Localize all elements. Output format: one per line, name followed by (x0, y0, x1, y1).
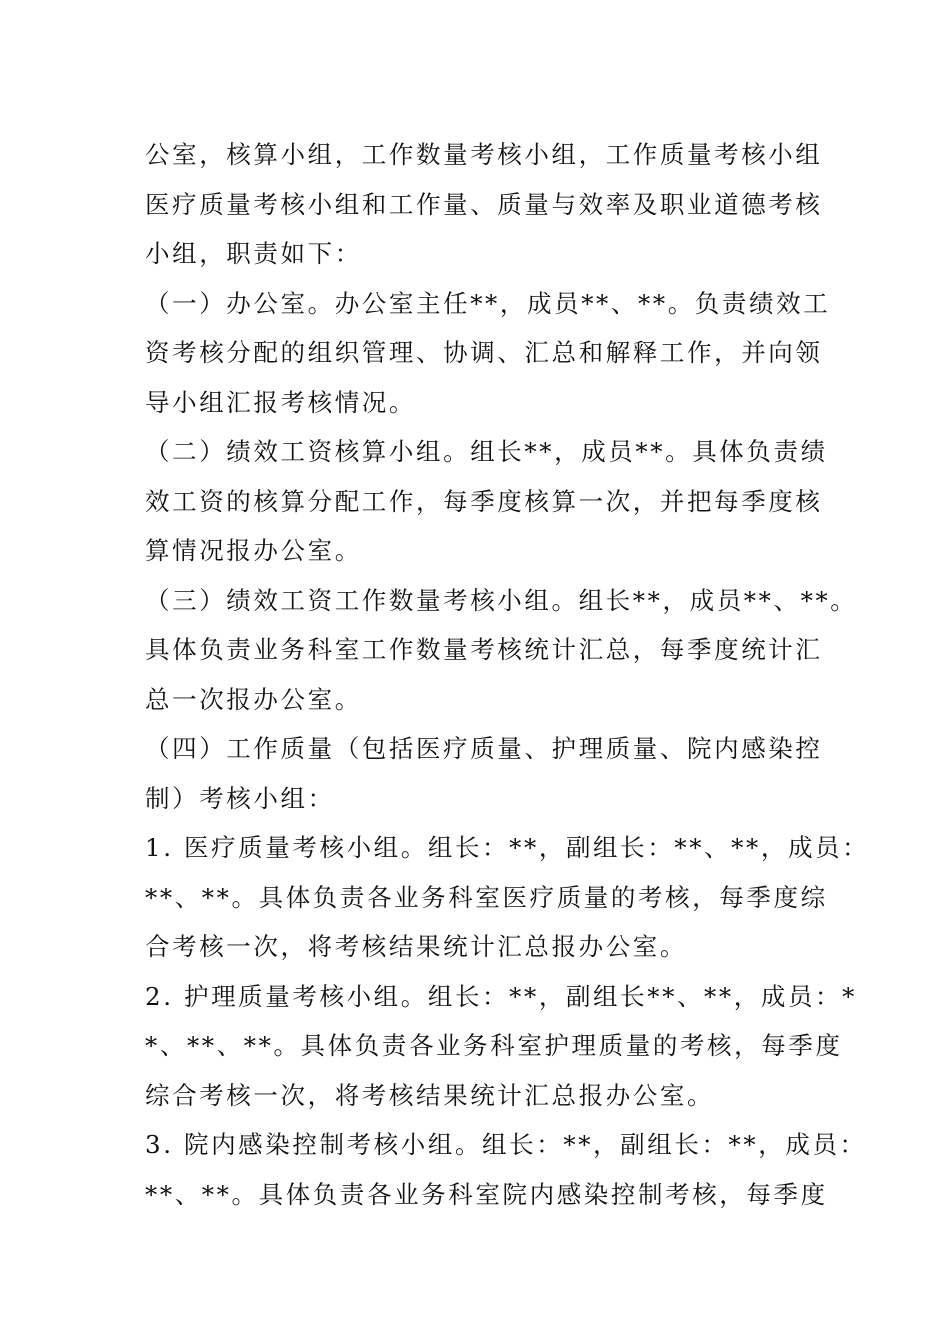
text-line: 总一次报办公室。 (145, 684, 362, 714)
text-line: 2. 护理质量考核小组。组长：**，副组长**、**，成员：* (145, 981, 858, 1011)
document-body (145, 130, 870, 1219)
text-line: 医疗质量考核小组和工作量、质量与效率及职业道德考核 (145, 189, 823, 219)
text-line: 公室，核算小组，工作数量考核小组，工作质量考核小组 (145, 140, 823, 169)
text-line: 3. 院内感染控制考核小组。组长：**，副组长：**，成员： (145, 1130, 867, 1159)
text-line: 合考核一次，将考核结果统计汇总报办公室。 (145, 932, 687, 961)
text-line: （一）办公室。办公室主任**，成员**、**。负责绩效工 (145, 288, 831, 318)
text-line: （二）绩效工资核算小组。组长**，成员**。具体负责绩 (145, 437, 828, 466)
text-line: （四）工作质量（包括医疗质量、护理质量、院内感染控 (145, 734, 823, 763)
text-line: 资考核分配的组织管理、协调、汇总和解释工作，并向领 (145, 338, 823, 367)
text-line: 综合考核一次，将考核结果统计汇总报办公室。 (145, 1080, 715, 1110)
text-line: 小组，职责如下： (145, 239, 362, 268)
text-line: **、**。具体负责各业务科室院内感染控制考核，每季度 (145, 1179, 828, 1209)
text-line: **、**。具体负责各业务科室医疗质量的考核，每季度综 (145, 882, 828, 912)
text-line: 导小组汇报考核情况。 (145, 387, 416, 417)
text-line: 制）考核小组： (145, 783, 335, 813)
text-line: （三）绩效工资工作数量考核小组。组长**，成员**、**。 (145, 585, 858, 615)
text-line: 具体负责业务科室工作数量考核统计汇总，每季度统计汇 (145, 635, 823, 664)
text-line: 1. 医疗质量考核小组。组长：**，副组长：**、**，成员： (145, 833, 870, 862)
text-line: *、**、**。具体负责各业务科室护理质量的考核，每季度 (145, 1031, 843, 1060)
text-line: 算情况报办公室。 (145, 536, 362, 565)
text-line: 效工资的核算分配工作，每季度核算一次，并把每季度核 (145, 486, 823, 516)
